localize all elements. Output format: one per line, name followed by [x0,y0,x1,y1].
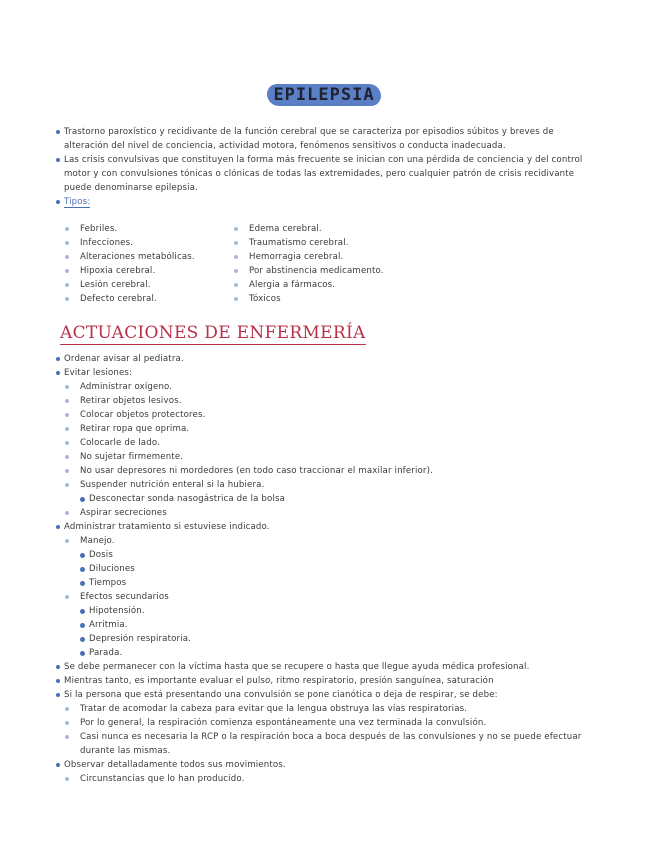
list-item: Por lo general, la respiración comienza espontáneamente una vez terminada la convulsión. [56,716,594,730]
list-item: Lesión cerebral. [56,278,296,292]
list-item: Alergia a fármacos. [225,278,465,292]
intro-block [56,125,594,209]
list-item: Hipotensión. [56,604,594,618]
list-item: Tóxicos [225,292,465,306]
list-item: Colocarle de lado. [56,436,594,450]
page-title: EPILEPSIA [267,84,380,106]
list-item: Febriles. [56,222,296,236]
list-item: No sujetar firmemente. [56,450,594,464]
list-item: Administrar oxígeno. [56,380,594,394]
list-item: Infecciones. [56,236,296,250]
list-item: Casi nunca es necesaria la RCP o la respiración boca a boca después de las convulsiones y no se puede efectuar durante las mismas. [56,730,594,758]
list-item: Retirar objetos lesivos. [56,394,594,408]
list-item: Ordenar avisar al pediatra. [56,352,594,366]
list-item: Defecto cerebral. [56,292,296,306]
list-item: Por abstinencia medicamento. [225,264,465,278]
list-item: Evitar lesiones: [56,366,594,380]
list-item: Alteraciones metabólicas. [56,250,296,264]
list-item: Edema cerebral. [225,222,465,236]
tipos-heading [56,195,594,209]
list-item: Parada. [56,646,594,660]
section-title-actuaciones: ACTUACIONES DE ENFERMERÍA [60,323,366,343]
list-item: Traumatismo cerebral. [225,236,465,250]
list-item: Observar detalladamente todos sus movimientos. [56,758,594,772]
list-item: Hipoxia cerebral. [56,264,296,278]
list-item: Tiempos [56,576,594,590]
list-item: Colocar objetos protectores. [56,408,594,422]
list-item: Depresión respiratoria. [56,632,594,646]
list-item: Mientras tanto, es importante evaluar el pulso, ritmo respiratorio, presión sanguínea, saturación [56,674,594,688]
list-item: Diluciones [56,562,594,576]
list-item: Si la persona que está presentando una convulsión se pone cianótica o deja de respirar, se debe: [56,688,594,702]
list-item: Desconectar sonda nasogástrica de la bolsa [56,492,594,506]
list-item: Efectos secundarios [56,590,594,604]
title-wrap [0,84,648,106]
list-item: Circunstancias que lo han producido. [56,772,594,786]
intro-definition: Trastorno paroxístico y recidivante de la función cerebral que se caracteriza por episodios súbitos y breves de alteración del nivel de conciencia, actividad motora, fenómenos sensitivos o conducta inadecuada. [56,125,594,153]
tipos-label: Tipos: [64,197,91,207]
list-item: Arritmia. [56,618,594,632]
list-item: Se debe permanecer con la víctima hasta que se recupere o hasta que llegue ayuda médica profesional. [56,660,594,674]
list-item: Aspirar secreciones [56,506,594,520]
list-item: Administrar tratamiento si estuviese indicado. [56,520,594,534]
intro-convulsive-crisis: Las crisis convulsivas que constituyen la forma más frecuente se inician con una pérdida de conciencia y del control motor y con convulsiones tónicas o clónicas de todas las extremidades, pero cualquier patrón de crisis recidivante puede denominarse epilepsia. [56,153,594,195]
list-item: Hemorragia cerebral. [225,250,465,264]
list-item: Dosis [56,548,594,562]
tipos-column-right [225,222,465,306]
list-item: No usar depresores ni mordedores (en todo caso traccionar el maxilar inferior). [56,464,594,478]
list-item: Retirar ropa que oprima. [56,422,594,436]
actuaciones-block [56,352,594,786]
list-item: Manejo. [56,534,594,548]
list-item: Suspender nutrición enteral si la hubiera. [56,478,594,492]
list-item: Tratar de acomodar la cabeza para evitar que la lengua obstruya las vías respiratorias. [56,702,594,716]
